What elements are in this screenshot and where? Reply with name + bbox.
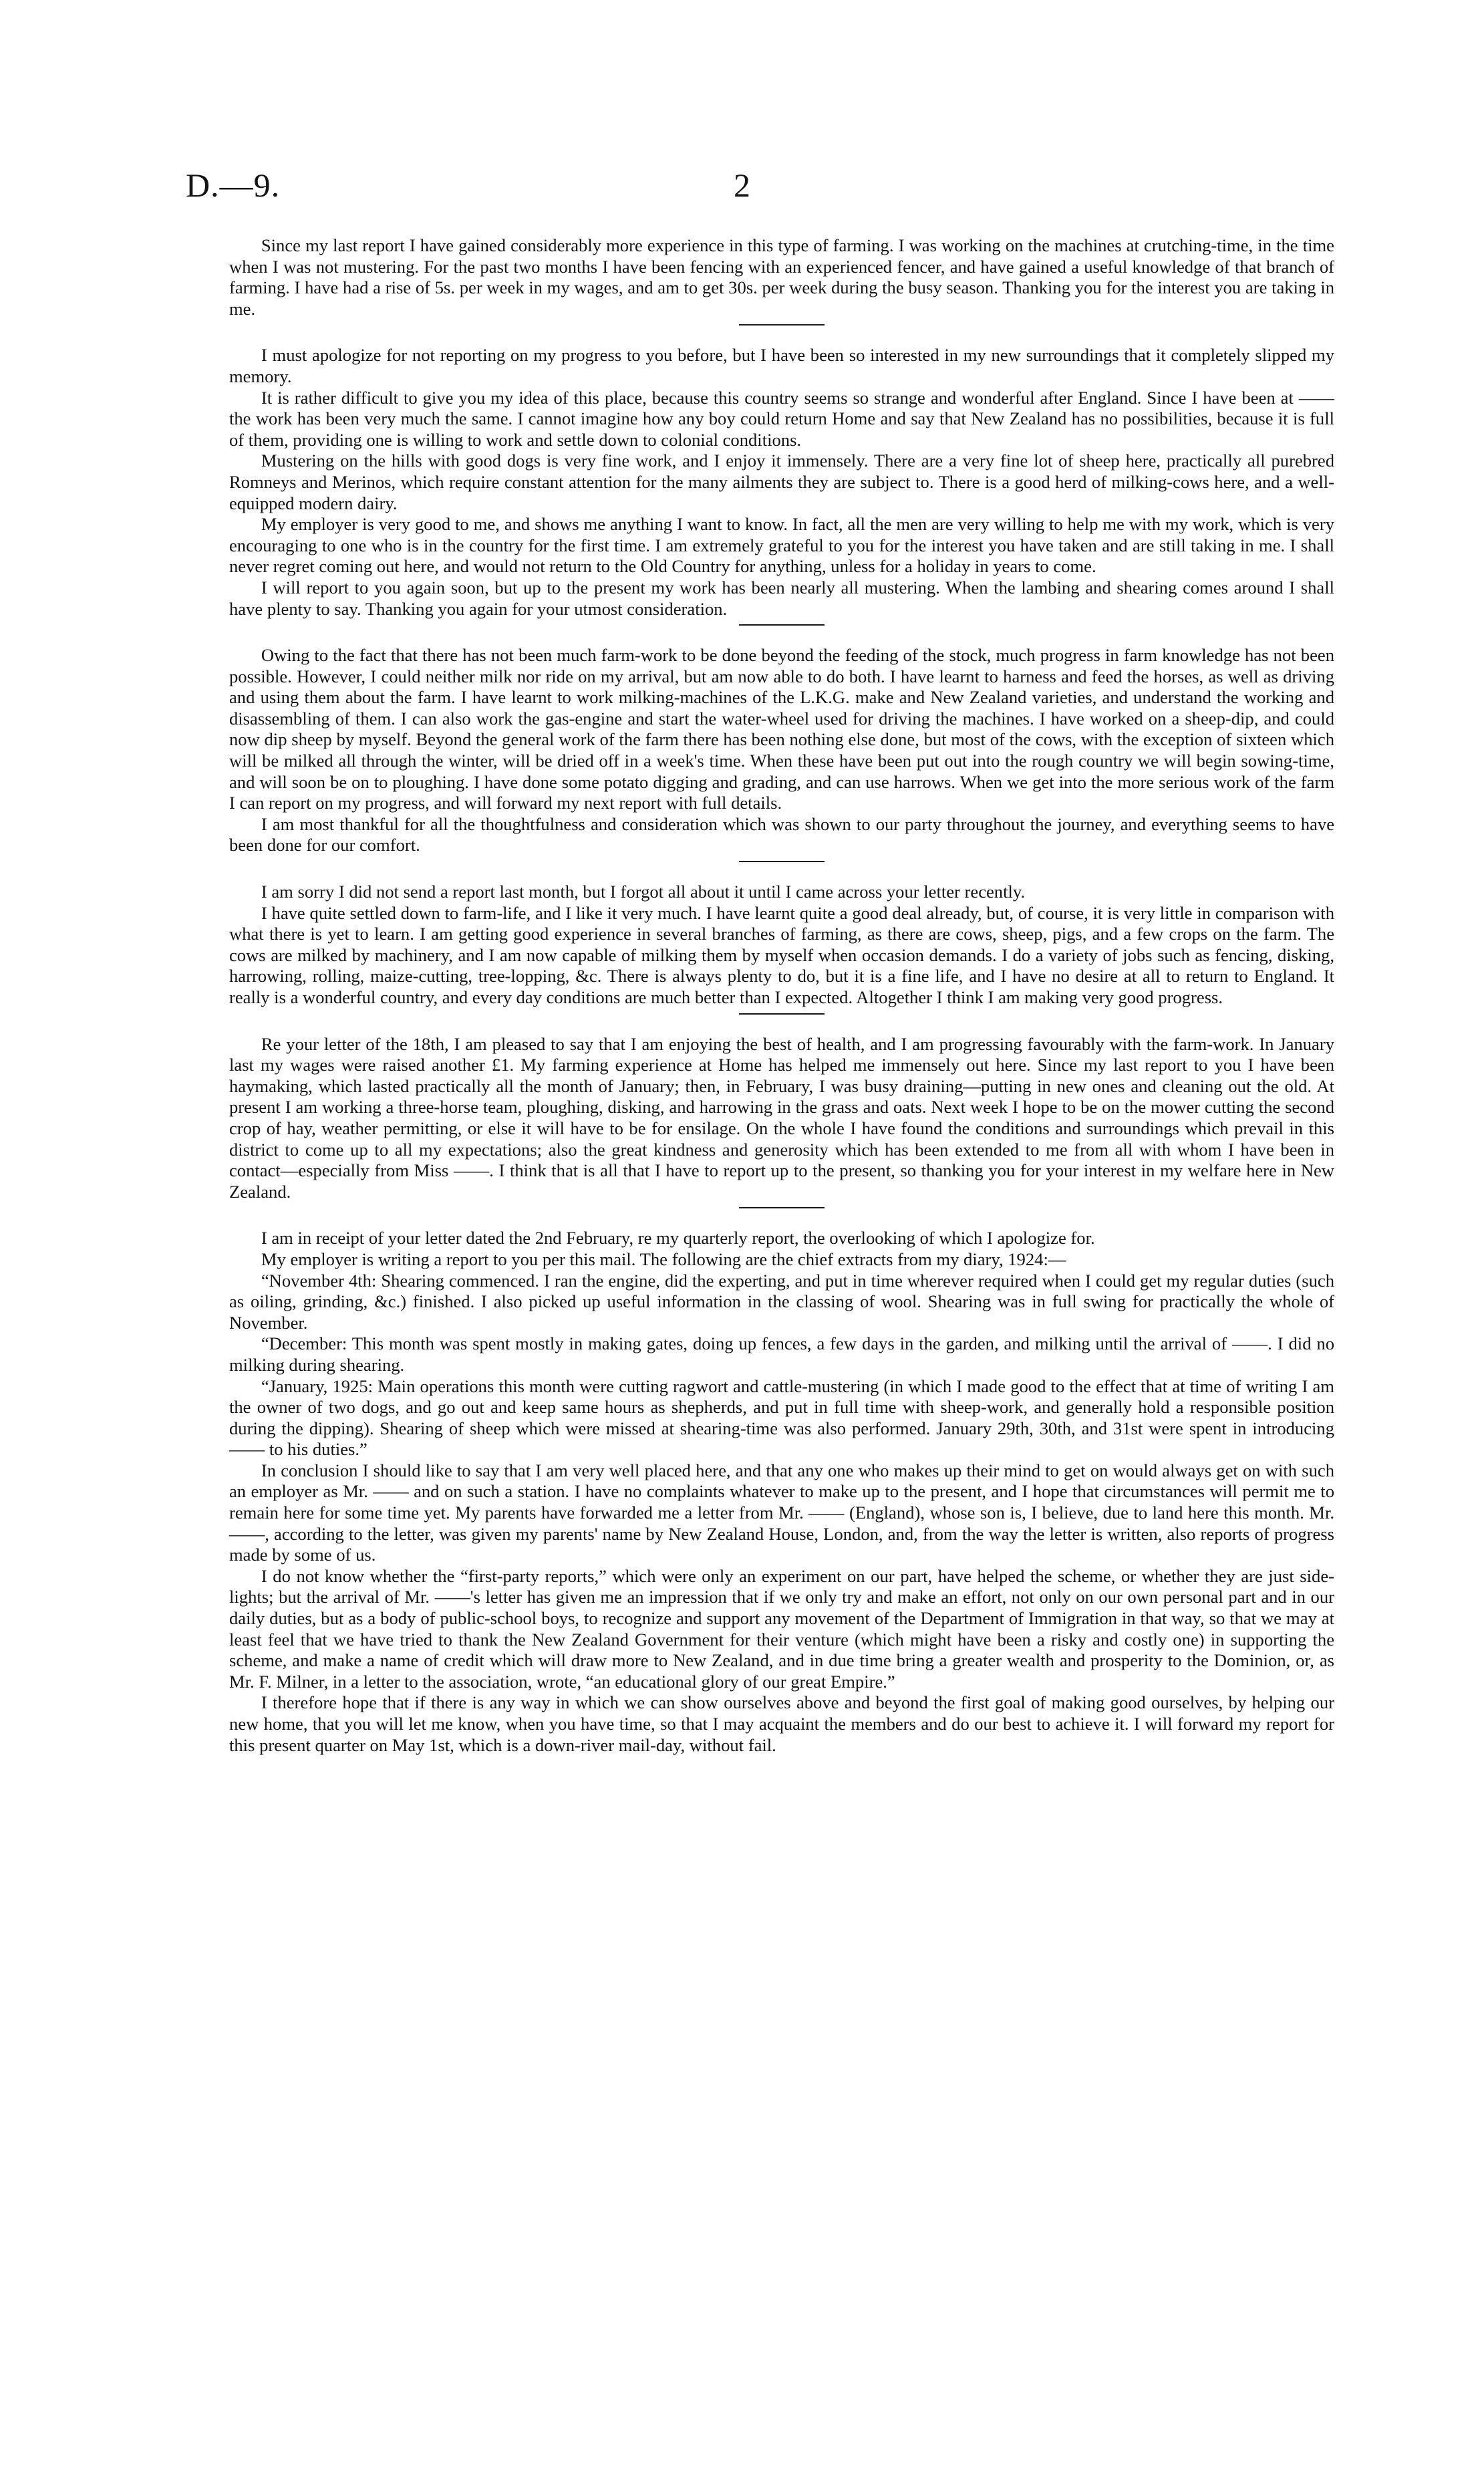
section-divider [739,624,825,626]
paragraph: My employer is very good to me, and shows me anything I want to know. In fact, all the men are very willing to help me with my work, which is very encouraging to one who is in the country for the first time. I am extremely grateful to you for the interest you have taken and are still taking in me. I shall never regret coming out here, and would not return to the Old Country for anything, unless for a holiday in years to come. [229,514,1334,577]
paragraph: I have quite settled down to farm-life, and I like it very much. I have learnt quite a good deal already, but, of course, it is very little in comparison with what there is yet to learn. I am getting good experience in several branches of farming, as there are cows, sheep, pigs, and a few crops on the farm. The cows are milked by machinery, and I am now capable of milking them by myself when occasion demands. I do a variety of jobs such as fencing, disking, harrowing, rolling, maize-cutting, tree-lopping, &c. There is always plenty to do, but it is a fine life, and I have no desire at all to return to England. It really is a wonderful country, and every day conditions are much better than I expected. Altogether I think I am making very good progress. [229,902,1334,1007]
report-5 [229,1034,1334,1203]
diary-entry: “November 4th: Shearing commenced. I ran the engine, did the experting, and put in time wherever required when I could get my regular duties (such as oiling, grinding, &c.) finished. I also picked up useful information in the classing of wool. Shearing was in full swing for practically the whole of November. [229,1270,1334,1333]
paragraph: I am most thankful for all the thoughtfulness and consideration which was shown to our party throughout the journey, and everything seems to have been done for our comfort. [229,813,1334,856]
paragraph: I am sorry I did not send a report last month, but I forgot all about it until I came across your letter recently. [261,882,1026,902]
paragraph: I therefore hope that if there is any way in which we can show ourselves above and beyond the first goal of making good ourselves, by helping our new home, that you will let me know, when you have time, so that I may acquaint the members and do our best to achieve it. I will forward my report for this present quarter on May 1st, which is a down-river mail-day, without fail. [229,1692,1334,1755]
section-divider [739,324,825,325]
paragraph: In conclusion I should like to say that I am very well placed here, and that any one who makes up their mind to get on would always get on with such an employer as Mr. —— and on such a station. I have no complaints whatever to make up to the present, and I hope that circumstances will permit me to remain here for some time yet. My parents have forwarded me a letter from Mr. —— (England), whose son is, I believe, due to land here this month. Mr. ——, according to the letter, was given my parents' name by New Zealand House, London, and, from the way the letter is written, also reports of progress made by some of us. [229,1460,1334,1565]
paragraph: I do not know whether the “first-party reports,” which were only an experiment on our part, have helped the scheme, or whether they are just side-lights; but the arrival of Mr. ——'s letter has given me an impression that if we only try and make an effort, not only on our own personal part and in our daily duties, but as a body of public-school boys, to recognize and support any movement of the Department of Immigration in that way, so that we may at least feel that we have tried to thank the New Zealand Government for their venture (which might have been a risky and costly one) in supporting the scheme, and make a name of credit which will draw more to New Zealand, and in due time bring a greater wealth and prosperity to the Dominion, or, as Mr. F. Milner, in a letter to the association, wrote, “an educational glory of our great Empire.” [229,1565,1334,1692]
paragraph: I am in receipt of your letter dated the 2nd February, re my quarterly report, the overlooking of which I apologize for. [261,1228,1095,1249]
paragraph: It is rather difficult to give you my idea of this place, because this country seems so strange and wonderful after England. Since I have been at —— the work has been very much the same. I cannot imagine how any boy could return Home and say that New Zealand has no possibilities, because it is full of them, providing one is willing to work and settle down to colonial conditions. [229,387,1334,450]
document-body [229,235,1334,1756]
paragraph: Mustering on the hills with good dogs is very fine work, and I enjoy it immensely. There are a very fine lot of sheep here, practically all purebred Romneys and Merinos, which require constant attention for the many ailments they are subject to. There is a good herd of milking-cows here, and a well-equipped modern dairy. [229,450,1334,513]
report-6 [229,1228,1334,1756]
paragraph: Owing to the fact that there has not been much farm-work to be done beyond the feeding of the stock, much progress in farm knowledge has not been possible. However, I could neither milk nor ride on my arrival, but am now able to do both. I have learnt to harness and feed the horses, as well as driving and using them about the farm. I have learnt to work milking-machines of the L.K.G. make and New Zealand varieties, and understand the working and disassembling of them. I can also work the gas-engine and start the water-wheel used for driving the machines. I have worked on a sheep-dip, and could now dip sheep by myself. Beyond the general work of the farm there has been nothing else done, but most of the cows, with the exception of sixteen which will be milked all through the winter, will be dried off in a week's time. When these have been put out into the rough country we will begin sowing-time, and will soon be on to ploughing. I have done some potato digging and grading, and can use harrows. When we get into the more serious work of the farm I can report on my progress, and will forward my next report with full details. [229,645,1334,813]
paragraph: Since my last report I have gained considerably more experience in this type of farming. I was working on the machines at crutching-time, in the time when I was not mustering. For the past two months I have been fencing with an experienced fencer, and have gained a useful knowledge of that branch of farming. I have had a rise of 5s. per week in my wages, and am to get 30s. per week during the busy season. Thanking you for the interest you are taking in me. [229,235,1334,319]
page-header [186,166,1298,213]
document-reference: D.—9. [186,166,281,204]
report-1 [229,235,1334,319]
section-divider [739,1013,825,1015]
paragraph: My employer is writing a report to you per this mail. The following are the chief extracts from my diary, 1924:— [261,1249,1066,1269]
report-3 [229,645,1334,856]
section-divider [739,1207,825,1208]
diary-entry: “January, 1925: Main operations this month were cutting ragwort and cattle-mustering (in which I made good to the effect that at time of writing I am the owner of two dogs, and go out and keep same hours as shepherds, and put in full time with sheep-work, and generally hold a responsible position during the dipping). Shearing of sheep which were missed at shearing-time was also performed. January 29th, 30th, and 31st were spent in introducing —— to his duties.” [229,1376,1334,1460]
section-divider [739,861,825,862]
paragraph: Re your letter of the 18th, I am pleased to say that I am enjoying the best of health, and I am progressing favourably with the farm-work. In January last my wages were raised another £1. My farming experience at Home has helped me immensely out here. Since my last report to you I have been haymaking, which lasted practically all the month of January; then, in February, I was busy draining—putting in new ones and cleaning out the old. At present I am working a three-horse team, ploughing, disking, and harrowing in the grass and oats. Next week I hope to be on the mower cutting the second crop of hay, weather permitting, or else it will have to be for ensilage. On the whole I have found the conditions and surroundings which prevail in this district to come up to all my expectations; also the great kindness and generosity which has been extended to me from all with whom I have been in contact—especially from Miss ——. I think that is all that I have to report up to the present, so thanking you for your interest in my welfare here in New Zealand. [229,1033,1334,1202]
report-2 [229,345,1334,620]
page-number: 2 [734,166,750,204]
report-4 [229,882,1334,1009]
paragraph: I will report to you again soon, but up to the present my work has been nearly all mustering. When the lambing and shearing comes around I shall have plenty to say. Thanking you again for your utmost consideration. [229,577,1334,619]
paragraph: I must apologize for not reporting on my progress to you before, but I have been so interested in my new surroundings that it completely slipped my memory. [229,345,1334,386]
diary-entry: “December: This month was spent mostly in making gates, doing up fences, a few days in the garden, and milking until the arrival of ——. I did no milking during shearing. [229,1333,1334,1375]
